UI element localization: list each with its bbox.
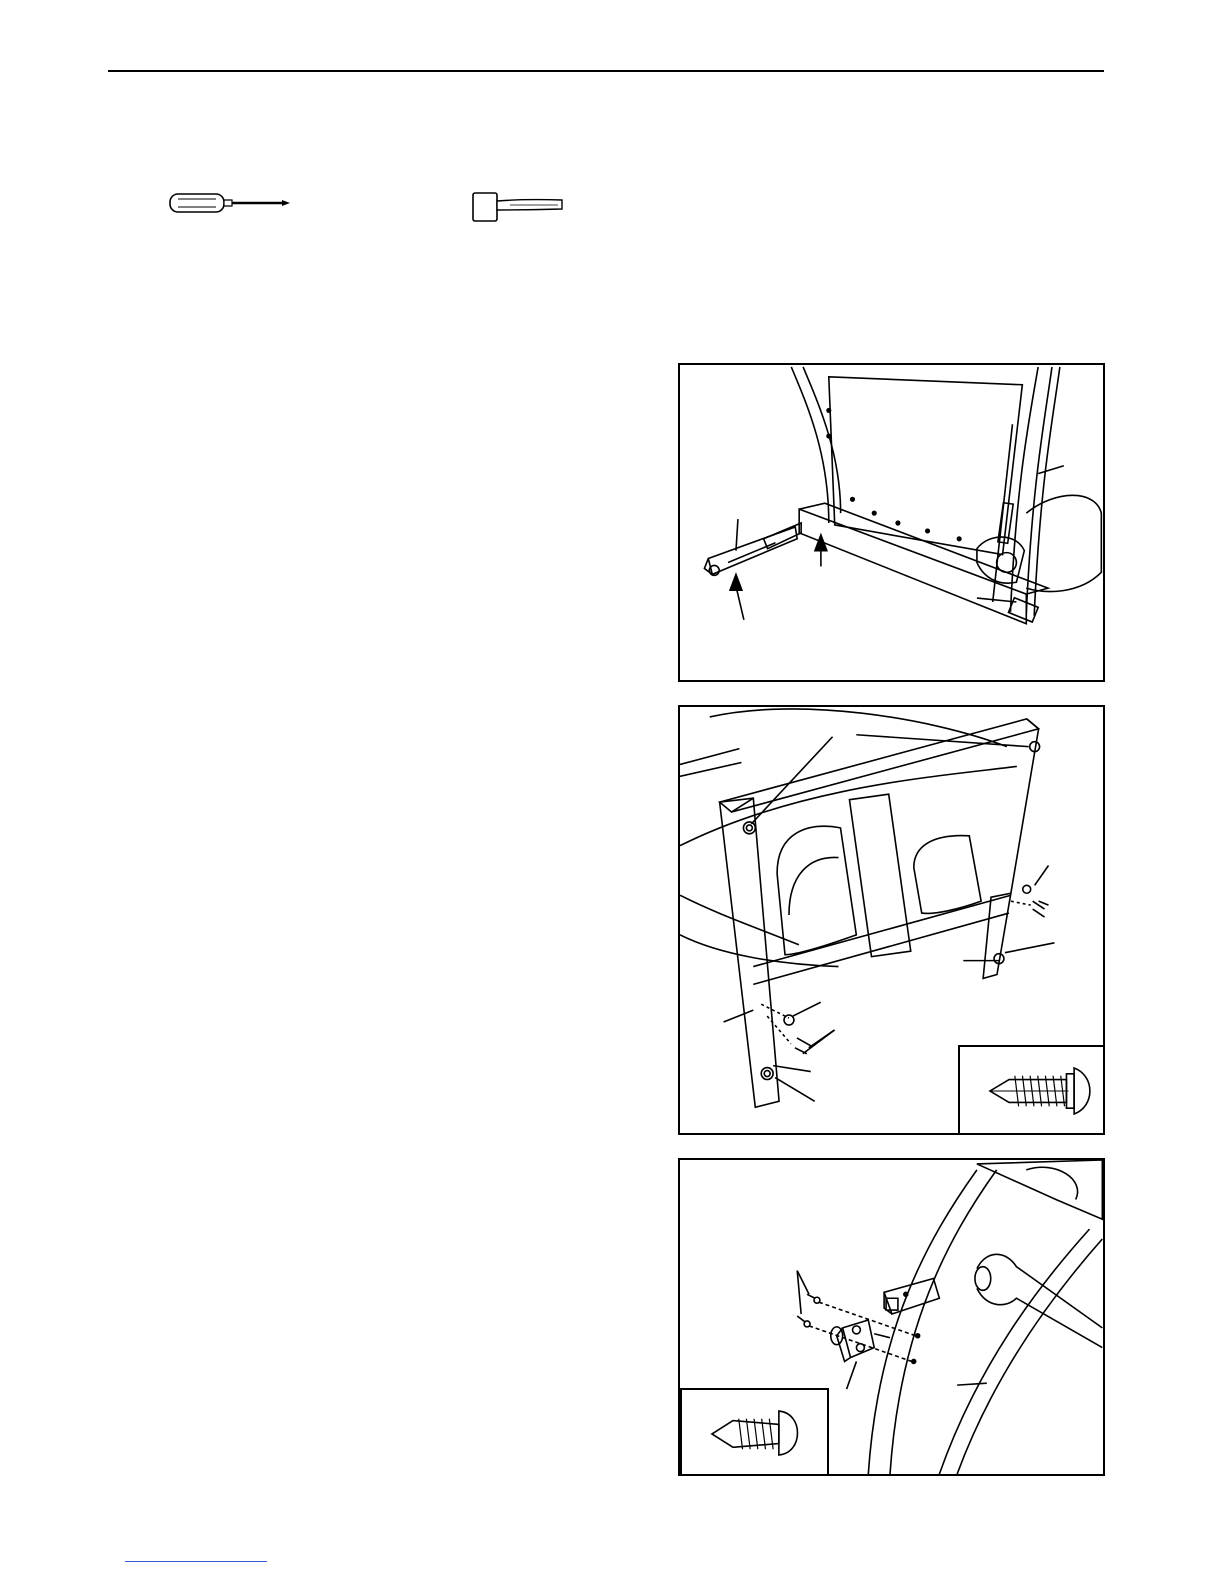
rubber-mallet-icon [470,190,570,224]
pan-head-screw-icon [682,1390,827,1476]
screw-detail-inset-2 [958,1045,1105,1135]
flange-screw-icon [960,1047,1105,1135]
footer-link-underline[interactable] [125,1561,267,1562]
figure-step-2 [678,705,1105,1135]
figure-step-1-drawing [680,365,1103,680]
top-rule [108,70,1104,72]
figure-step-3 [678,1158,1105,1476]
phillips-screwdriver-icon [168,190,292,216]
screw-detail-inset-3 [680,1388,829,1476]
figure-step-1 [678,363,1105,682]
